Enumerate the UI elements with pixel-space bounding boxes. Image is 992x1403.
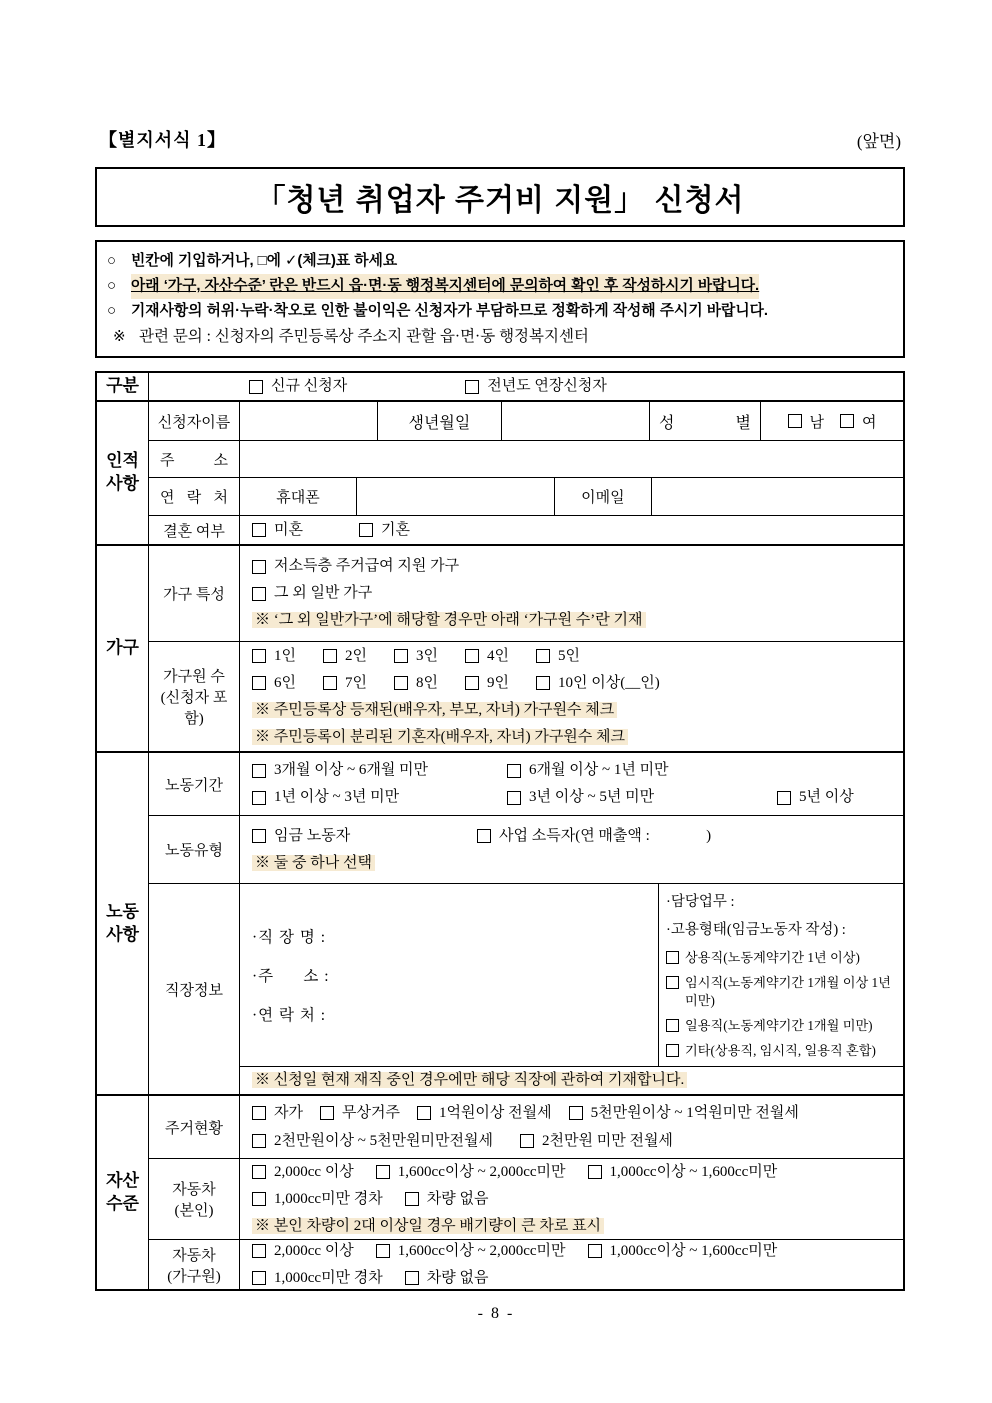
section-assets: [97, 1094, 903, 1289]
checkbox-option[interactable]: 2천만원이상 ~ 5천만원미만전월세: [252, 1127, 493, 1155]
checkbox-option[interactable]: 2,000cc 이상: [252, 1159, 354, 1186]
checkbox-icon[interactable]: [320, 1106, 334, 1120]
checkbox-icon[interactable]: [252, 560, 266, 574]
checkbox-icon[interactable]: [507, 791, 521, 805]
circle-bullet-icon: ○: [107, 303, 117, 319]
section-personal-info: [97, 400, 903, 544]
checkbox-icon[interactable]: [252, 1271, 266, 1285]
checkbox-icon[interactable]: [536, 676, 550, 690]
section-header-category: 구분: [97, 373, 149, 400]
checkbox-icon[interactable]: [376, 1165, 390, 1179]
workplace-name-field[interactable]: ·직 장 명 :: [252, 929, 327, 946]
car-family-row2: [240, 1265, 903, 1292]
checkbox-option[interactable]: 1,000cc이상 ~ 1,600cc미만: [588, 1159, 778, 1186]
checkbox-icon[interactable]: [588, 1244, 602, 1258]
circle-bullet-icon: ○: [107, 253, 116, 269]
workplace-contact-field[interactable]: ·연 락 처 :: [252, 1007, 327, 1024]
checkbox-business-income[interactable]: 사업 소득자(연 매출액 : ): [477, 823, 711, 850]
checkbox-icon[interactable]: [249, 380, 263, 394]
page-title: 「청년 취업자 주거비 지원」 신청서: [255, 184, 745, 217]
checkbox-option[interactable]: 1,000cc미만 경차: [252, 1186, 383, 1213]
checkbox-icon[interactable]: [252, 1192, 266, 1206]
section-header-household: 가구: [97, 546, 149, 751]
checkbox-icon[interactable]: [252, 587, 266, 601]
address-label: 주 소: [160, 452, 228, 469]
checkbox-icon[interactable]: [405, 1192, 419, 1206]
form-code: 【별지서식 1】: [99, 130, 227, 150]
checkbox-option[interactable]: 3년 이상 ~ 5년 미만: [507, 784, 777, 811]
checkbox-option[interactable]: 무상거주: [320, 1099, 400, 1127]
checkbox-icon[interactable]: [252, 523, 266, 537]
household-size-note: ※ 주민등록이 분리된 기혼자(배우자, 자녀) 가구원수 체크: [240, 724, 903, 751]
birth-date-label: 생년월일: [377, 402, 501, 440]
document-header: [95, 126, 905, 152]
document-page: [95, 126, 905, 1291]
page-side-label: (앞면): [856, 132, 901, 151]
option-label: 전년도 연장신청자: [487, 378, 607, 394]
checkbox-male[interactable]: [788, 411, 825, 432]
section-header-assets: 자산수준: [97, 1096, 149, 1289]
applicant-name-label: 신청자이름: [157, 414, 231, 431]
checkbox-option[interactable]: 3개월 이상 ~ 6개월 미만: [252, 757, 507, 784]
checkbox-icon[interactable]: [507, 764, 521, 778]
gender-label: 성 별: [649, 402, 760, 440]
circle-bullet-icon: ○: [107, 278, 117, 294]
checkbox-icon[interactable]: [536, 649, 550, 663]
checkbox-icon[interactable]: [394, 649, 408, 663]
option-label: 기혼: [380, 521, 410, 538]
checkbox-option[interactable]: 자가: [252, 1099, 303, 1127]
checkbox-option[interactable]: 1,600cc이상 ~ 2,000cc미만: [376, 1159, 566, 1186]
section-labor: [97, 751, 903, 1094]
option-label: 미혼: [274, 521, 303, 538]
household-size-row1: [240, 643, 903, 670]
checkbox-icon[interactable]: [520, 1134, 534, 1148]
checkbox-icon[interactable]: [477, 829, 491, 843]
checkbox-other-employment[interactable]: 기타(상용직, 임시직, 일용직 혼합): [666, 1042, 899, 1060]
checkbox-icon[interactable]: [840, 414, 854, 428]
checkbox-icon[interactable]: [252, 791, 266, 805]
checkbox-icon[interactable]: [777, 791, 791, 805]
checkbox-new-applicant[interactable]: [249, 373, 347, 400]
housing-status-row2: [240, 1127, 903, 1155]
section-header-personal: 인적사항: [97, 402, 149, 544]
gender-options: [760, 402, 903, 440]
checkbox-daily-employee[interactable]: 일용직(노동계약기간 1개월 미만): [666, 1017, 899, 1035]
checkbox-icon[interactable]: [417, 1106, 431, 1120]
labor-type-options: [240, 823, 903, 850]
checkbox-icon[interactable]: [666, 1019, 679, 1032]
notice-line: [107, 274, 893, 299]
duty-field[interactable]: ·담당업무 :: [666, 894, 735, 910]
checkbox-icon[interactable]: [394, 676, 408, 690]
car-self-row1: [240, 1159, 903, 1186]
checkbox-general-household[interactable]: [252, 580, 372, 607]
email-input[interactable]: [651, 478, 903, 515]
checkbox-option[interactable]: 2인: [323, 643, 367, 670]
household-size-label: 가구원 수 (신청자 포함): [160, 669, 228, 727]
checkbox-option[interactable]: 2천만원 미만 전월세: [520, 1127, 673, 1155]
household-size-row2: [240, 670, 903, 697]
checkbox-option[interactable]: 1인: [252, 643, 296, 670]
checkbox-icon[interactable]: [465, 380, 479, 394]
checkbox-option[interactable]: 5년 이상: [777, 784, 854, 811]
option-label: 저소득층 주거급여 지원 가구: [274, 558, 460, 574]
application-form-table: [95, 371, 905, 1291]
checkbox-icon[interactable]: [252, 676, 266, 690]
applicant-name-input[interactable]: [239, 402, 377, 440]
checkbox-icon[interactable]: [252, 1106, 266, 1120]
section-household: [97, 544, 903, 751]
notice-line: [107, 324, 893, 350]
contact-label: 연 락 처: [160, 490, 228, 506]
labor-period-label: 노동기간: [165, 777, 223, 794]
checkbox-option[interactable]: 6인: [252, 670, 296, 697]
section-category: [97, 373, 903, 400]
checkbox-option[interactable]: 8인: [394, 670, 438, 697]
checkbox-icon[interactable]: [788, 414, 802, 428]
household-trait-label: 가구 특성: [163, 587, 225, 603]
option-label: 남: [809, 414, 824, 431]
car-family-label: 자동차 (가구원): [167, 1247, 221, 1285]
notice-text: 기재사항의 허위·누락·착오로 인한 불이익은 신청자가 부담하므로 정확하게 작성해 주시기 바랍니다.: [131, 303, 769, 319]
checkbox-icon[interactable]: [252, 1134, 266, 1148]
checkbox-icon[interactable]: [465, 649, 479, 663]
checkbox-wage-worker[interactable]: 임금 노동자: [252, 823, 477, 850]
option-label: 신규 신청자: [271, 378, 348, 394]
notice-text-highlighted: 아래 ‘가구, 자산수준’ 란은 반드시 읍·면·동 행정복지센터에 문의하여 확인 후 작성하시기 바랍니다.: [131, 274, 759, 299]
employment-type-label: ·고용형태(임금노동자 작성) :: [666, 922, 846, 939]
workplace-info-label: 직장정보: [165, 982, 223, 999]
checkbox-option[interactable]: 1억원이상 전월세: [417, 1099, 552, 1127]
labor-type-note: ※ 둘 중 하나 선택: [240, 850, 903, 877]
checkbox-option[interactable]: 5인: [536, 643, 580, 670]
labor-period-row1: [240, 757, 903, 784]
housing-status-row1: [240, 1099, 903, 1127]
workplace-note-row: ※ 신청일 현재 재직 중인 경우에만 해당 직장에 관하여 기재합니다.: [240, 1066, 903, 1094]
section-header-labor: 노동사항: [97, 753, 149, 1094]
checkbox-low-income-household[interactable]: [252, 553, 459, 580]
checkbox-option[interactable]: 1년 이상 ~ 3년 미만: [252, 784, 507, 811]
address-input[interactable]: [239, 441, 903, 477]
checkbox-renewal-applicant[interactable]: [465, 373, 607, 400]
checkbox-icon[interactable]: [252, 1165, 266, 1179]
title-box: [95, 167, 905, 227]
checkbox-option[interactable]: 7인: [323, 670, 367, 697]
checkbox-option[interactable]: 차량 없음: [405, 1186, 489, 1213]
employment-type-panel: [658, 884, 903, 1066]
birth-date-input[interactable]: [501, 402, 649, 440]
checkbox-icon[interactable]: [666, 951, 679, 964]
marriage-label: 결혼 여부: [163, 523, 225, 540]
checkbox-icon[interactable]: [323, 676, 337, 690]
notice-line: [107, 299, 893, 324]
checkbox-icon[interactable]: [252, 649, 266, 663]
household-trait-note: ※ ‘그 외 일반가구’에 해당할 경우만 아래 ‘가구원 수’란 기재: [240, 607, 903, 634]
email-label: 이메일: [554, 478, 651, 515]
checkbox-icon[interactable]: [252, 1244, 266, 1258]
option-label: 여: [862, 414, 877, 431]
workplace-fields: [240, 884, 658, 1066]
car-self-row2: [240, 1186, 903, 1213]
checkbox-icon[interactable]: [465, 676, 479, 690]
checkbox-icon[interactable]: [376, 1244, 390, 1258]
notice-text: 관련 문의 : 신청자의 주민등록상 주소지 관할 읍·면·동 행정복지센터: [139, 328, 589, 345]
phone-label: 휴대폰: [239, 478, 356, 515]
notice-box: [95, 240, 905, 358]
household-size-note: ※ 주민등록상 등재된(배우자, 부모, 자녀) 가구원수 체크: [240, 697, 903, 724]
checkbox-option[interactable]: 9인: [465, 670, 509, 697]
checkbox-option[interactable]: 6개월 이상 ~ 1년 미만: [507, 757, 669, 784]
reference-mark-icon: ※: [113, 329, 126, 345]
option-label: 그 외 일반 가구: [274, 585, 373, 601]
checkbox-icon[interactable]: [359, 523, 373, 537]
checkbox-icon[interactable]: [588, 1165, 602, 1179]
checkbox-icon[interactable]: [323, 649, 337, 663]
checkbox-icon[interactable]: [666, 976, 679, 989]
checkbox-option[interactable]: 3인: [394, 643, 438, 670]
checkbox-icon[interactable]: [252, 829, 266, 843]
housing-status-label: 주거현황: [165, 1120, 223, 1137]
labor-period-row2: [240, 784, 903, 811]
checkbox-option[interactable]: 1,000cc이상 ~ 1,600cc미만: [588, 1238, 778, 1265]
marriage-options: [240, 517, 903, 544]
notice-line: [107, 249, 893, 274]
checkbox-temporary-employee[interactable]: 임시직(노동계약기간 1개월 이상 1년 미만): [666, 974, 899, 1010]
car-self-label: 자동차 (본인): [172, 1182, 216, 1219]
checkbox-female[interactable]: [840, 411, 877, 432]
checkbox-option[interactable]: 10인 이상(__인): [536, 670, 660, 697]
checkbox-icon[interactable]: [252, 764, 266, 778]
checkbox-option[interactable]: 5천만원이상 ~ 1억원미만 전월세: [569, 1099, 799, 1127]
notice-text: 빈칸에 기입하거나, □에 ✓(체크)표 하세요: [131, 253, 398, 269]
checkbox-married[interactable]: [359, 517, 410, 544]
checkbox-icon[interactable]: [666, 1044, 679, 1057]
labor-type-label: 노동유형: [165, 843, 223, 859]
checkbox-option[interactable]: 4인: [465, 643, 509, 670]
workplace-address-field[interactable]: ·주 소 :: [252, 968, 330, 985]
phone-input[interactable]: [356, 478, 554, 515]
checkbox-option[interactable]: 1,600cc이상 ~ 2,000cc미만: [376, 1238, 566, 1265]
car-self-note: ※ 본인 차량이 2대 이상일 경우 배기량이 큰 차로 표시: [240, 1213, 903, 1240]
page-number: - 8 -: [477, 1305, 515, 1322]
checkbox-regular-employee[interactable]: 상용직(노동계약기간 1년 이상): [666, 949, 899, 967]
checkbox-option[interactable]: 차량 없음: [405, 1265, 489, 1292]
car-family-row1: [240, 1238, 903, 1265]
checkbox-option[interactable]: 1,000cc미만 경차: [252, 1265, 383, 1292]
checkbox-unmarried[interactable]: [252, 517, 303, 544]
checkbox-option[interactable]: 2,000cc 이상: [252, 1238, 354, 1265]
checkbox-icon[interactable]: [569, 1106, 583, 1120]
checkbox-icon[interactable]: [405, 1271, 419, 1285]
